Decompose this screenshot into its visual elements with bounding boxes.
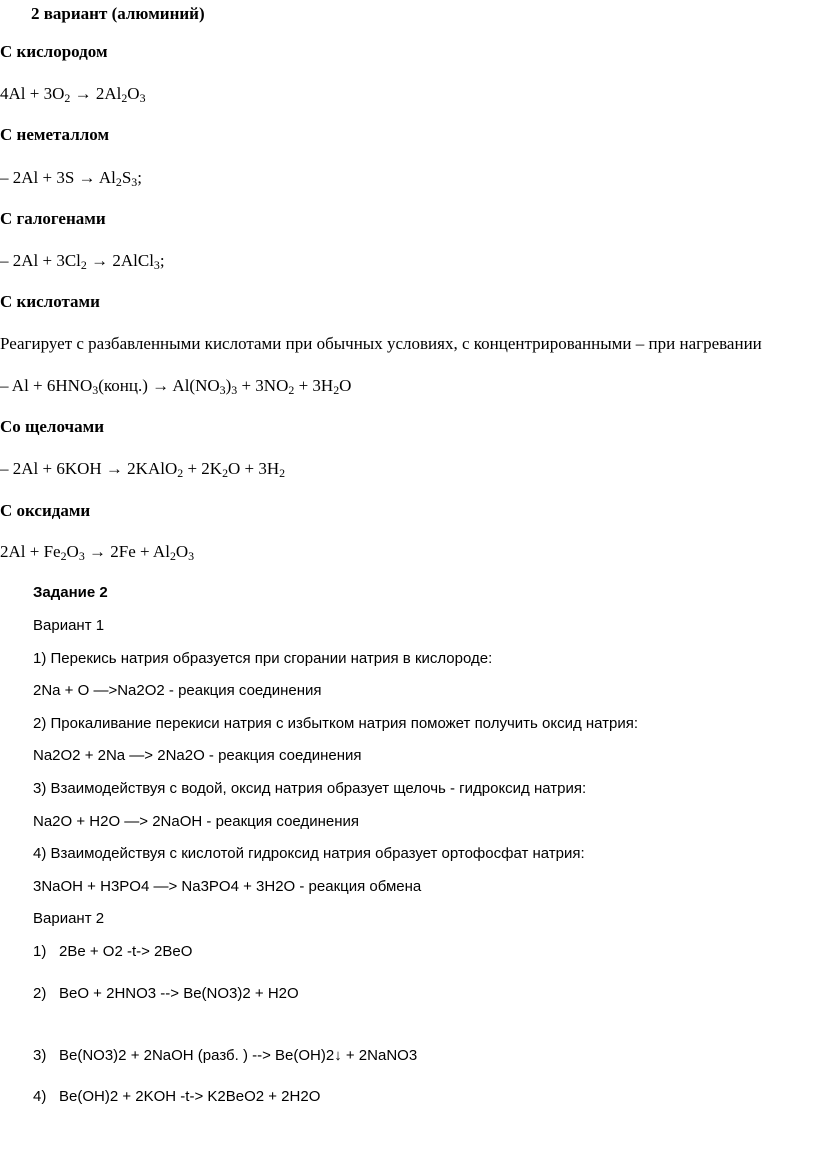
equation-oxides: $2Al + Fe_2O_3 \to 2Fe + Al_2O_3$ [0, 542, 195, 563]
variant-1-line: 1) Перекись натрия образуется при сгорании натрия в кислороде: [33, 650, 493, 667]
variant-1-line: Na2O + H2O —> 2NaOH - реакция соединения [33, 813, 359, 830]
document-title: 2 вариант (алюминий) [31, 4, 205, 23]
variant-1-line: 3NaOH + H3PO4 —> Na3PO4 + 3H2O - реакция обмена [33, 878, 422, 895]
section-heading-nonmetal: С неметаллом [0, 125, 110, 144]
variant-1-line: 2Na + O —>Na2O2 - реакция соединения [33, 682, 322, 699]
variant-2-item [33, 984, 299, 1004]
item-number: 4) [33, 1088, 47, 1105]
variant-1-line: 3) Взаимодействуя с водой, оксид натрия образует щелочь - гидроксид натрия: [33, 780, 587, 797]
item-number: 2) [33, 985, 47, 1002]
variant-1-line: Na2O2 + 2Na —> 2Na2O - реакция соединения [33, 747, 362, 764]
variant-2-item [33, 1046, 417, 1066]
equation-alkalis: – 2Al + 6KOH → 2KAlO$_2$ + $2K_2O + 3H_2$ [0, 459, 286, 480]
variant-1-line: 2) Прокаливание перекиси натрия с избытком натрия поможет получить оксид натрия: [33, 715, 639, 732]
variant-2-item [33, 1087, 320, 1107]
section-heading-oxygen: С кислородом [0, 42, 108, 61]
equation-oxygen: $4Al + 3O_2 \to 2Al_2O_3$ [0, 84, 146, 105]
variant-1-title: Вариант 1 [33, 617, 105, 634]
item-text: 2Be + O2 -t-> 2BeO [59, 943, 193, 960]
section-heading-alkalis: Со щелочами [0, 417, 104, 436]
variant-1-line: 4) Взаимодействуя с кислотой гидроксид натрия образует ортофосфат натрия: [33, 845, 585, 862]
section-heading-acids: С кислотами [0, 292, 100, 311]
equation-halogens: – $2Al + 3Cl_2$ → 2AlCl$_3$; [0, 251, 165, 272]
variant-2-item [33, 942, 192, 962]
item-number: 1) [33, 943, 47, 960]
section-heading-oxides: С оксидами [0, 501, 91, 520]
equation-acids: – $Al + 6HNO_3(конц.) \to Al(NO_3)_3 + 3NO_2 + 3H_2O$ [0, 376, 352, 397]
variant-2-title: Вариант 2 [33, 910, 105, 927]
item-text: Be(OH)2 + 2KOH -t-> K2BeO2 + 2H2O [59, 1088, 321, 1105]
item-text: BeO + 2HNO3 --> Be(NO3)2 + H2O [59, 985, 299, 1002]
item-text: Be(NO3)2 + 2NaOH (разб. ) --> Be(OH)2↓ + 2NaNO3 [59, 1047, 418, 1064]
equation-nonmetal: – $2Al + 3S \to Al_2S_3$; [0, 168, 142, 189]
item-number: 3) [33, 1047, 47, 1064]
task-title: Задание 2 [33, 584, 108, 601]
section-heading-halogens: С галогенами [0, 209, 106, 228]
acids-note: Реагирует с разбавленными кислотами при обычных условиях, с концентрированными – при нагревании [0, 334, 762, 353]
